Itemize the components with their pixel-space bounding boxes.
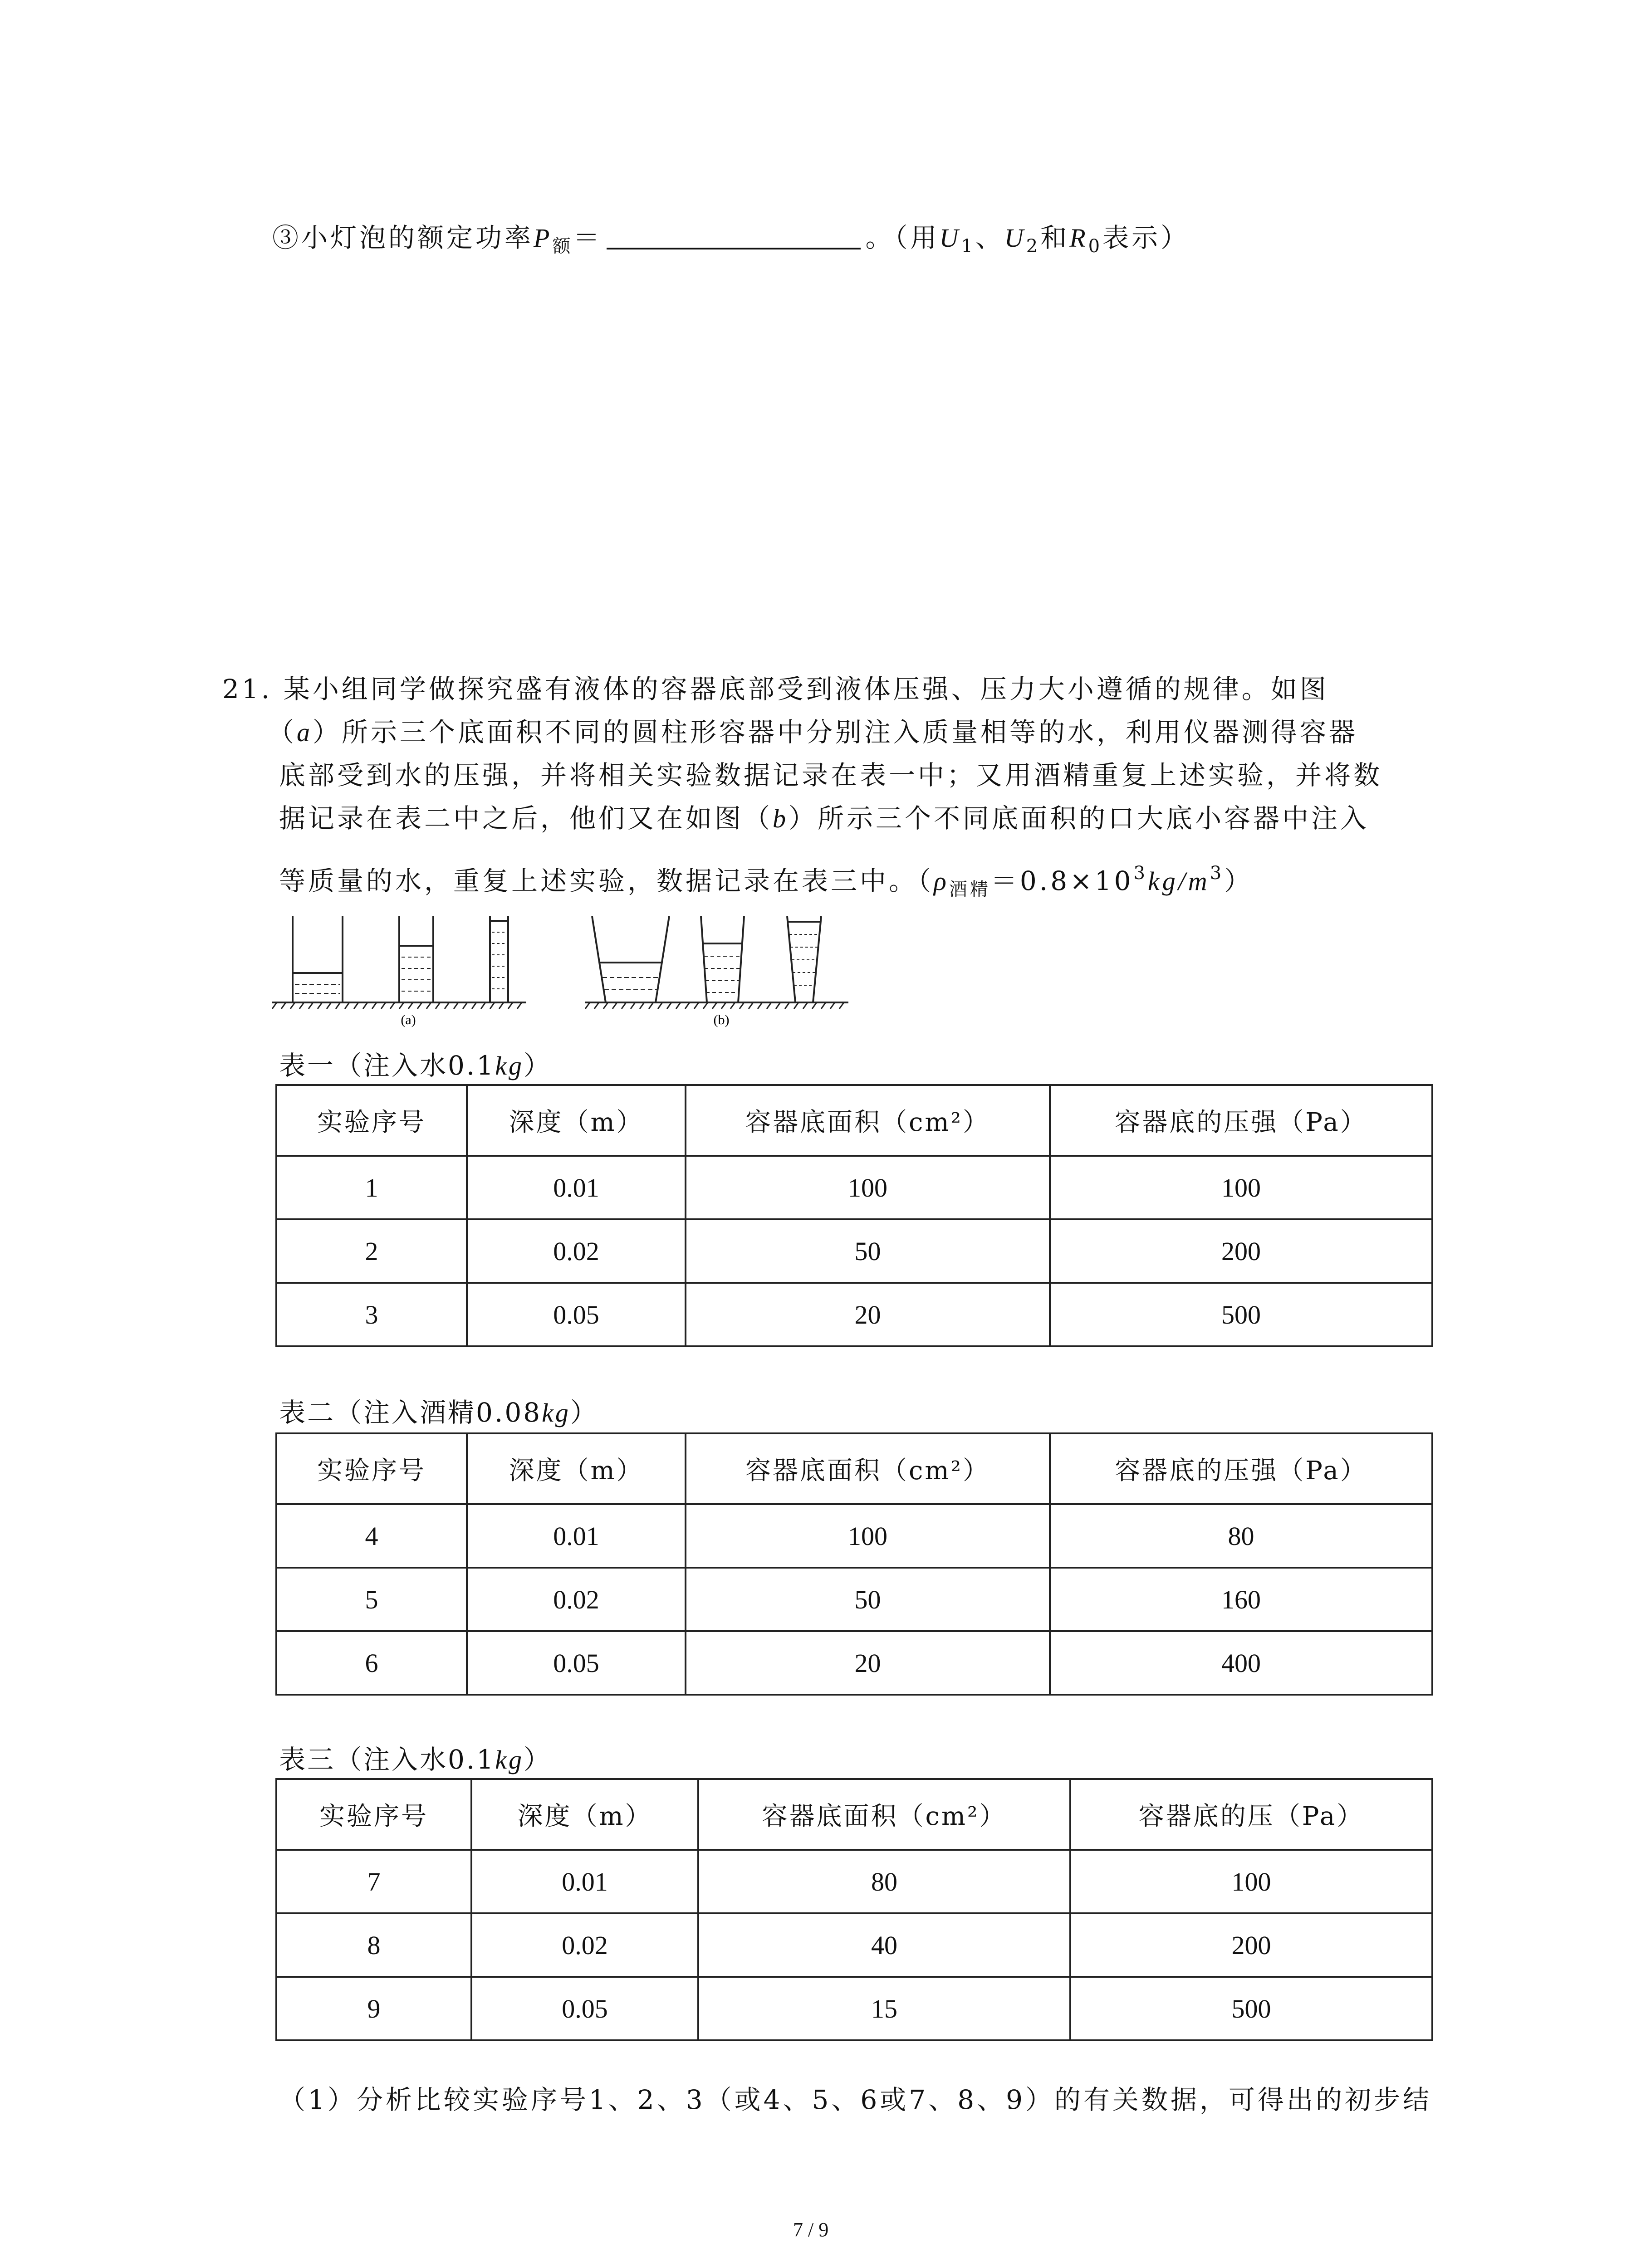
q21-line5-text: 等质量的水，重复上述实验，数据记录在表三中。（ [279,865,934,896]
q21-line1 [222,676,1329,702]
q21-line2 [268,719,1358,746]
paren-open: （ [268,717,297,748]
table-cell: 100 [1050,1156,1432,1219]
q20-hint-close: 表示） [1102,222,1190,253]
table-cell: 7 [276,1850,471,1913]
table-cell: 3 [276,1283,467,1346]
rho-subscript: 酒精 [949,879,991,900]
symbol-P-subscript: 额 [552,236,573,257]
paren-close: ） [1224,865,1254,896]
table-cell: 160 [1050,1568,1432,1631]
table-header-row [276,1433,1432,1504]
table-cell: 0.02 [467,1219,686,1283]
table-row [276,1913,1432,1977]
symbol-U1: U [939,223,961,253]
q20-item3-text: ③小灯泡的额定功率 [272,222,534,253]
header-cell: 容器底的压强（Pa） [1050,1085,1432,1156]
table-row [276,1631,1432,1695]
question-number: 21. [222,674,273,704]
table-cell: 200 [1050,1219,1432,1283]
table-header-row [276,1085,1432,1156]
header-cell: 容器底面积（cm²） [686,1085,1050,1156]
table2-caption-close: ） [570,1397,598,1428]
table-cell: 0.01 [471,1850,698,1913]
table-cell: 50 [686,1219,1050,1283]
table-cell: 500 [1070,1977,1432,2040]
table-row [276,1156,1432,1219]
header-cell: 容器底的压（Pa） [1070,1779,1432,1850]
tapered-medium [701,916,744,1002]
q21-line3-text: 底部受到水的压强，并将相关实验数据记录在表一中；又用酒精重复上述实验，并将数 [279,760,1383,791]
table3 [275,1778,1433,2041]
header-cell: 深度（m） [467,1433,686,1504]
table1-caption-unit: kg [495,1051,524,1080]
rho-unit: kg/m [1147,866,1210,896]
table2-caption-text: 表二（注入酒精0.08 [279,1397,542,1428]
table-cell: 15 [698,1977,1070,2040]
q21-line4-text-post: ）所示三个不同底面积的口大底小容器中注入 [789,803,1370,834]
q21-line5 [279,864,1253,899]
page-number: 7 / 9 [793,2219,829,2241]
cylinder-wide [293,916,343,1002]
symbol-U2-subscript: 2 [1026,236,1041,257]
header-cell: 实验序号 [276,1085,467,1156]
table2-caption [279,1399,598,1426]
tapered-wide [592,916,669,1002]
table3-caption-close: ） [524,1744,552,1775]
figure-a-cylinders [272,912,526,1030]
q21-line1-text: 某小组同学做探究盛有液体的容器底部受到液体压强、压力大小遵循的规律。如图 [283,674,1329,704]
table2-caption-unit: kg [542,1398,570,1427]
table-cell: 2 [276,1219,467,1283]
table-header-row [276,1779,1432,1850]
tapered-narrow [787,916,821,1002]
table-cell: 100 [1070,1850,1432,1913]
table3-caption-text: 表三（注入水0.1 [279,1744,495,1775]
table-cell: 9 [276,1977,471,2040]
q21-part1-text: （1）分析比较实验序号1、2、3（或4、5、6或7、8、9）的有关数据，可得出的初步结 [279,2084,1432,2115]
q20-item3 [272,221,1190,255]
header-cell: 深度（m） [471,1779,698,1850]
table-cell: 1 [276,1156,467,1219]
table-cell: 8 [276,1913,471,1977]
cylinder-medium [399,916,433,1002]
q21-line4-text-pre: 据记录在表二中之后，他们又在如图（ [279,803,773,834]
header-cell: 实验序号 [276,1779,471,1850]
table-cell: 100 [686,1504,1050,1568]
header-cell: 容器底面积（cm²） [698,1779,1070,1850]
table-cell: 80 [698,1850,1070,1913]
q21-line4 [279,805,1369,832]
table-row [276,1219,1432,1283]
table-cell: 0.05 [467,1631,686,1695]
table-cell: 0.02 [471,1913,698,1977]
table-cell: 6 [276,1631,467,1695]
header-cell: 深度（m） [467,1085,686,1156]
table-row [276,1568,1432,1631]
table-cell: 4 [276,1504,467,1568]
table-cell: 0.05 [467,1283,686,1346]
table-cell: 500 [1050,1283,1432,1346]
symbol-R0: R [1069,223,1088,253]
cylinder-narrow [490,916,508,1002]
symbol-U2: U [1004,223,1026,253]
table-cell: 80 [1050,1504,1432,1568]
figure-ref-a: a [297,718,313,747]
figure-ref-b: b [773,804,789,833]
table-cell: 20 [686,1631,1050,1695]
figure-a-label: (a) [401,1012,416,1027]
ground-hatch [585,1002,844,1009]
symbol-rho: ρ [934,866,949,896]
table-cell: 0.01 [467,1504,686,1568]
table-cell: 40 [698,1913,1070,1977]
separator: 、 [975,222,1004,253]
symbol-P: P [534,223,553,253]
table1-caption-close: ） [524,1050,552,1081]
table-cell: 0.02 [467,1568,686,1631]
table-row [276,1504,1432,1568]
table-cell: 100 [686,1156,1050,1219]
table-cell: 5 [276,1568,467,1631]
table-cell: 50 [686,1568,1050,1631]
q21-part1 [279,2084,1432,2115]
rho-exponent: 3 [1133,863,1148,884]
table3-caption [279,1746,552,1773]
table2 [275,1432,1433,1696]
header-cell: 容器底的压强（Pa） [1050,1433,1432,1504]
table1 [275,1084,1433,1347]
symbol-U1-subscript: 1 [961,236,975,257]
table1-caption-text: 表一（注入水0.1 [279,1050,495,1081]
table-row [276,1283,1432,1346]
ground-hatch [272,1002,522,1009]
table-cell: 400 [1050,1631,1432,1695]
answer-blank[interactable] [607,221,861,249]
symbol-R0-subscript: 0 [1088,236,1103,257]
header-cell: 实验序号 [276,1433,467,1504]
rho-unit-exponent: 3 [1210,863,1225,884]
q20-hint-open: 。（用 [865,222,940,253]
q21-line2-text: ）所示三个底面积不同的圆柱形容器中分别注入质量相等的水，利用仪器测得容器 [313,717,1358,748]
table-cell: 200 [1070,1913,1432,1977]
table-cell: 20 [686,1283,1050,1346]
table-cell: 0.05 [471,1977,698,2040]
equals-sign: ＝ [573,222,603,253]
q21-line3 [279,760,1383,791]
table-row [276,1850,1432,1913]
table3-caption-unit: kg [495,1745,524,1774]
table1-caption [279,1052,552,1079]
header-cell: 容器底面积（cm²） [686,1433,1050,1504]
conjunction: 和 [1040,222,1070,253]
rho-value: ＝0.8×10 [990,865,1134,896]
table-cell: 0.01 [467,1156,686,1219]
figure-b-tapered [585,912,848,1030]
table-row [276,1977,1432,2040]
figure-b-label: (b) [713,1012,730,1027]
